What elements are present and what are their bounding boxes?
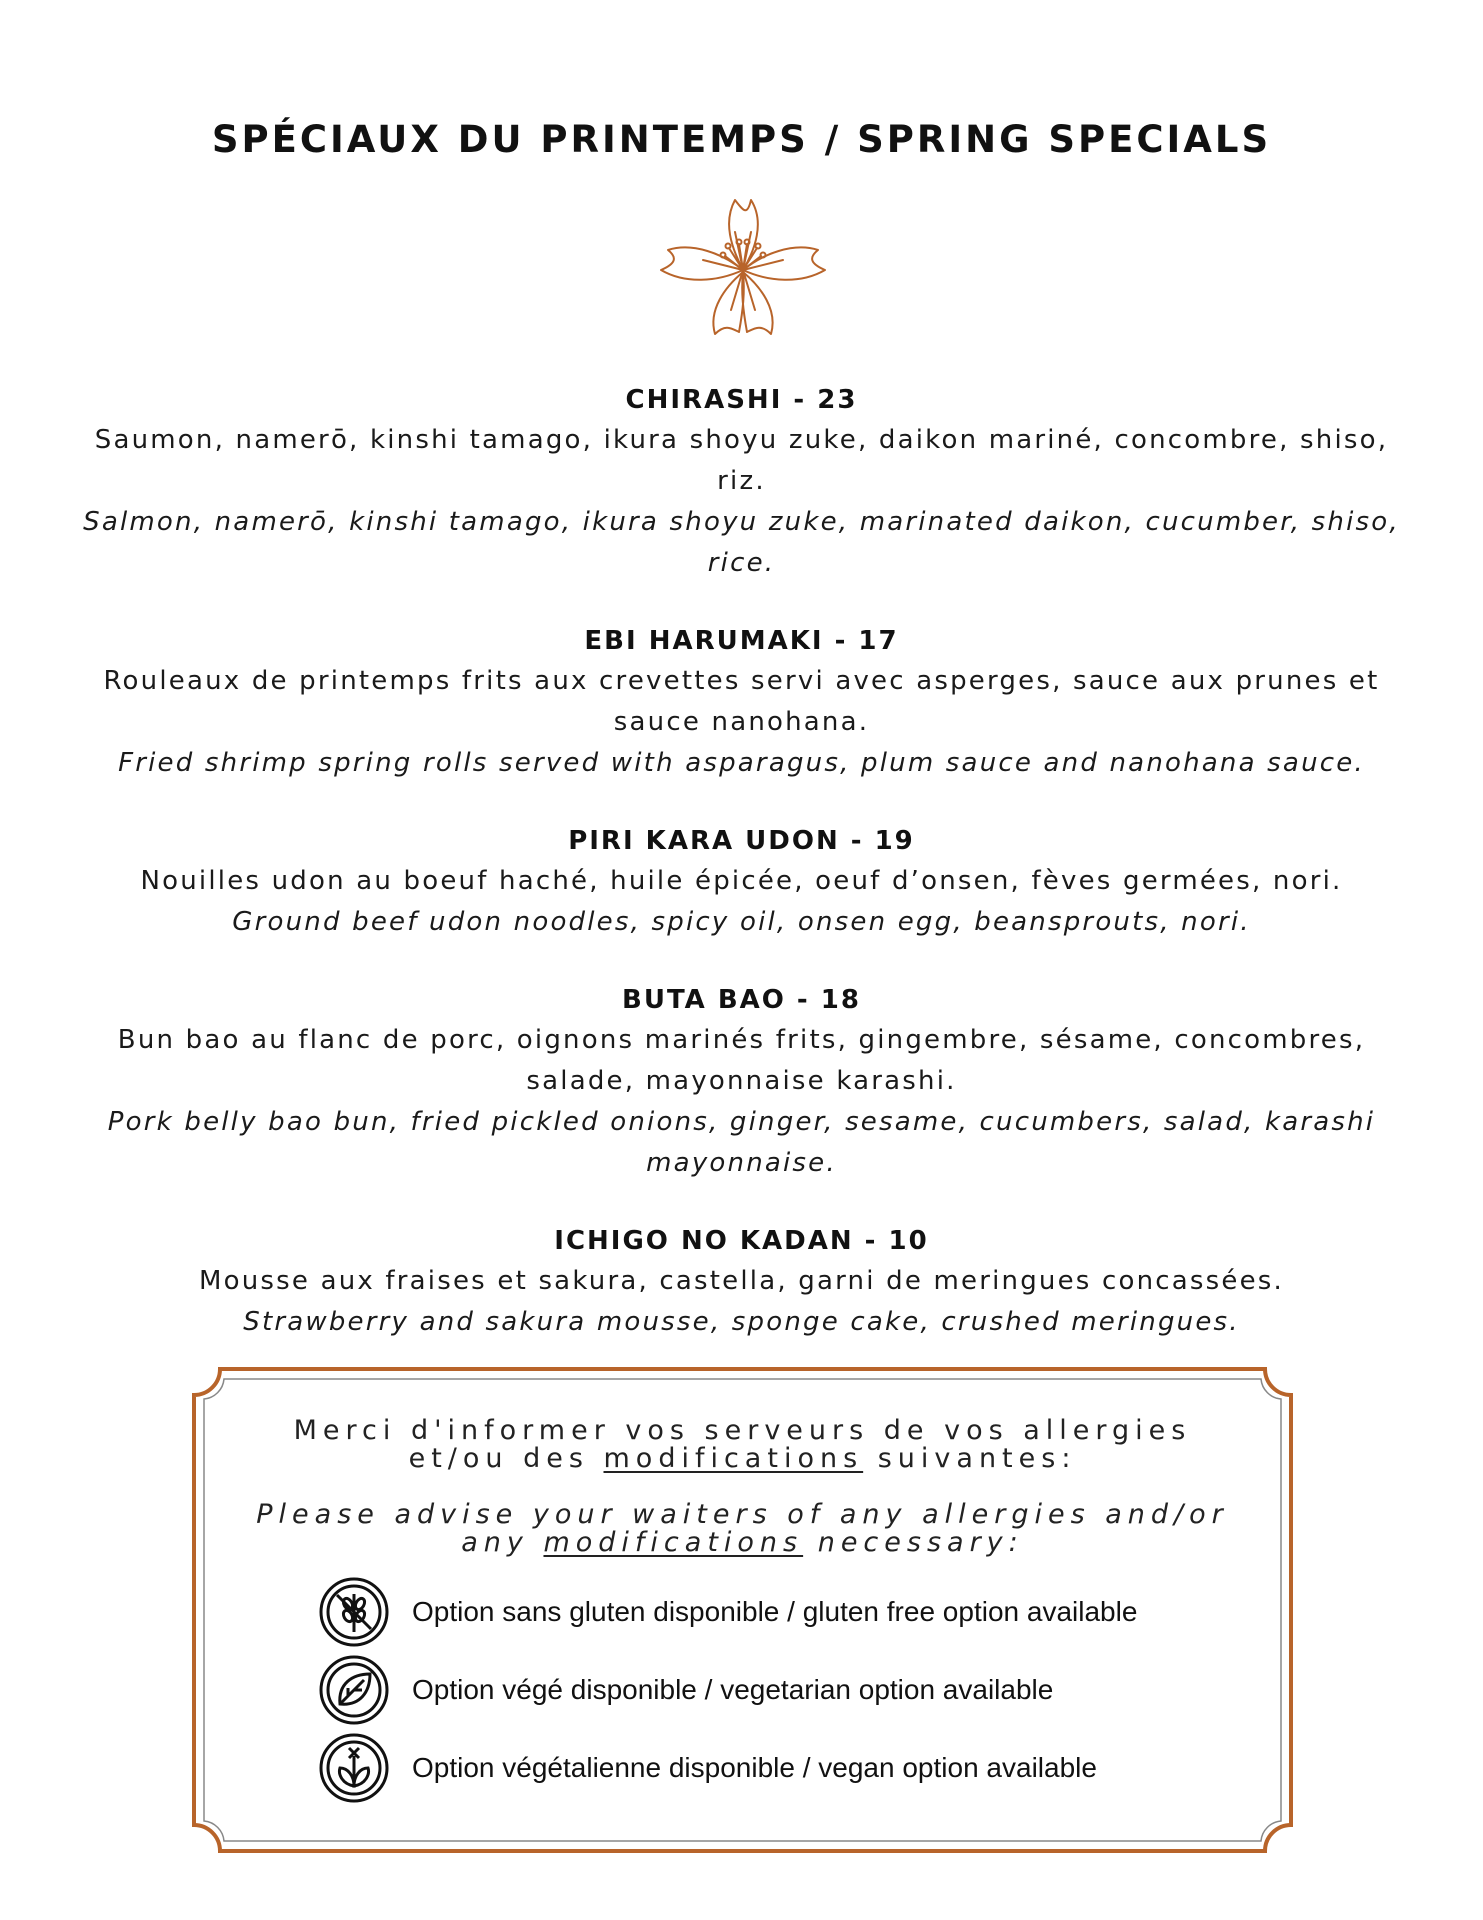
item-name: PIRI KARA UDON - 19 bbox=[568, 826, 915, 856]
notice-english: Please advise your waiters of any allergies and/or any modifications necessary: bbox=[256, 1499, 1229, 1558]
item-description-en: Strawberry and sakura mousse, sponge cake, crushed meringues. bbox=[243, 1307, 1240, 1337]
dietary-option bbox=[318, 1651, 1137, 1729]
dietary-options bbox=[318, 1573, 1137, 1807]
menu-item bbox=[0, 380, 1483, 584]
item-description-en: Fried shrimp spring rolls served with asparagus, plum sauce and nanohana sauce. bbox=[118, 748, 1365, 778]
item-name: BUTA BAO - 18 bbox=[622, 985, 861, 1015]
page-title: SPÉCIAUX DU PRINTEMPS / SPRING SPECIALS bbox=[211, 118, 1272, 161]
menu-item bbox=[0, 980, 1483, 1184]
item-name: CHIRASHI - 23 bbox=[625, 385, 858, 415]
item-name: ICHIGO NO KADAN - 10 bbox=[554, 1226, 929, 1256]
lily-flower-icon bbox=[643, 192, 843, 342]
option-label: Option végétalienne disponible / vegan option available bbox=[412, 1752, 1097, 1783]
dietary-option bbox=[318, 1573, 1137, 1651]
item-description-en: Salmon, namerō, kinshi tamago, ikura shoyu zuke, marinated daikon, cucumber, shiso, rice. bbox=[83, 507, 1400, 578]
item-description-en: Ground beef udon noodles, spicy oil, onsen egg, beansprouts, nori. bbox=[232, 907, 1251, 937]
item-description-fr: Bun bao au flanc de porc, oignons marinés frits, gingembre, sésame, concombres, salade, mayonnaise karashi. bbox=[117, 1025, 1366, 1096]
menu-item bbox=[0, 1221, 1483, 1343]
vegan-plant-icon bbox=[318, 1732, 390, 1804]
item-name: EBI HARUMAKI - 17 bbox=[584, 626, 899, 656]
item-description-fr: Nouilles udon au boeuf haché, huile épicée, oeuf d’onsen, fèves germées, nori. bbox=[140, 866, 1343, 896]
menu-item bbox=[0, 621, 1483, 784]
gluten-free-icon bbox=[318, 1576, 390, 1648]
vegetarian-leaf-icon bbox=[318, 1654, 390, 1726]
option-label: Option végé disponible / vegetarian option available bbox=[412, 1674, 1054, 1705]
allergy-notice-box bbox=[190, 1365, 1295, 1855]
dietary-option bbox=[318, 1729, 1137, 1807]
notice-french: Merci d'informer vos serveurs de vos allergies et/ou des modifications suivantes: bbox=[293, 1415, 1192, 1474]
option-label: Option sans gluten disponible / gluten free option available bbox=[412, 1596, 1138, 1627]
item-description-en: Pork belly bao bun, fried pickled onions, ginger, sesame, cucumbers, salad, karashi mayonnaise. bbox=[107, 1107, 1376, 1178]
menu-items bbox=[0, 380, 1483, 1380]
item-description-fr: Mousse aux fraises et sakura, castella, garni de meringues concassées. bbox=[199, 1266, 1284, 1296]
item-description-fr: Saumon, namerō, kinshi tamago, ikura shoyu zuke, daikon mariné, concombre, shiso, riz. bbox=[94, 425, 1389, 496]
item-description-fr: Rouleaux de printemps frits aux crevettes servi avec asperges, sauce aux prunes et sauce nanohana. bbox=[103, 666, 1380, 737]
menu-item bbox=[0, 821, 1483, 943]
